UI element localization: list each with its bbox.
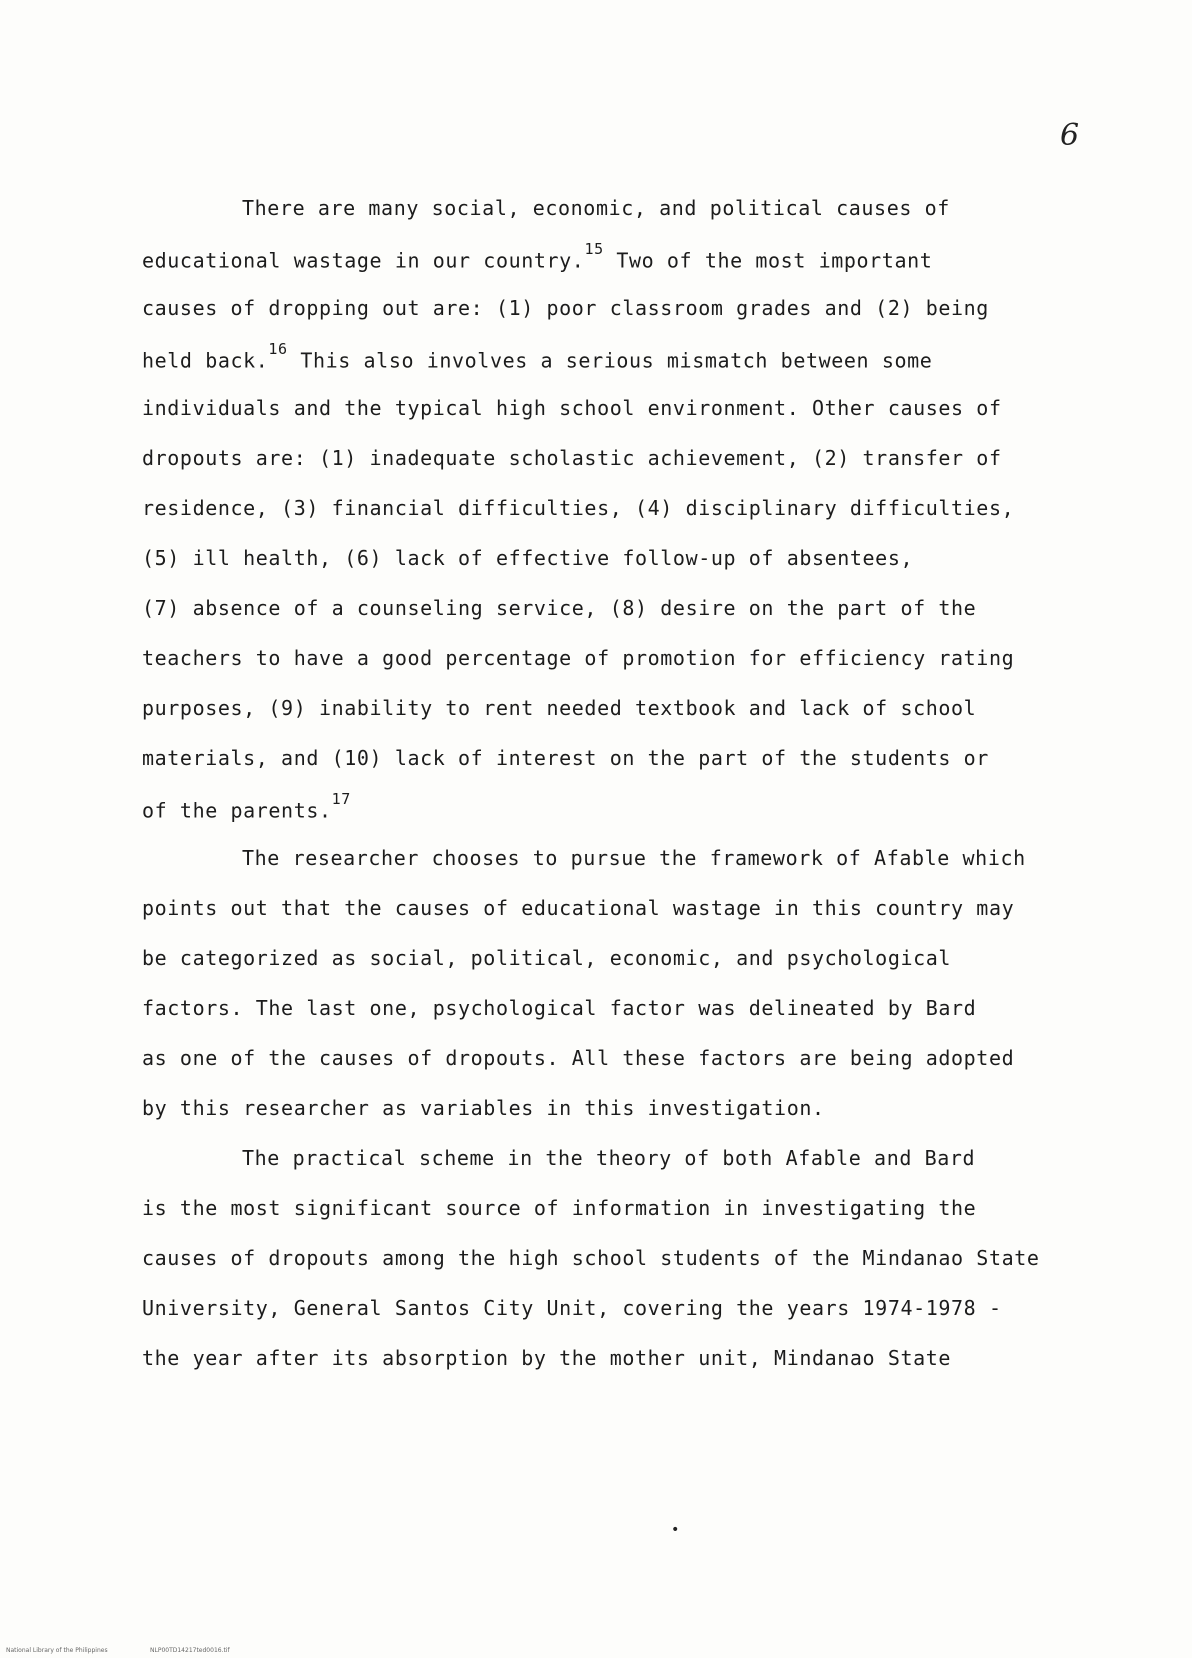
text-line: causes of dropping out are: (1) poor classroom grades and (2) being (142, 296, 989, 320)
text-line: causes of dropouts among the high school students of the Mindanao State (142, 1246, 1040, 1270)
text-line: purposes, (9) inability to rent needed textbook and lack of school (142, 696, 977, 720)
page-number: 6 (1060, 118, 1080, 153)
footnote-ref: 16 (268, 340, 288, 358)
text-line: be categorized as social, political, economic, and psychological (142, 946, 952, 970)
footnote-ref: 17 (331, 790, 351, 808)
text-line: is the most significant source of information in investigating the (142, 1196, 977, 1220)
text-line: University, General Santos City Unit, covering the years 1974-1978 - (142, 1296, 1002, 1320)
text-line: of the parents.$^{17}$ (142, 790, 351, 823)
footnote-ref: 15 (584, 240, 604, 258)
text-line: teachers to have a good percentage of promotion for efficiency rating (142, 646, 1015, 670)
text-line: by this researcher as variables in this investigation. (142, 1096, 825, 1120)
footer-library-label: National Library of the Philippines (6, 1647, 108, 1654)
text-line: residence, (3) financial difficulties, (4) disciplinary difficulties, (142, 496, 1015, 520)
footer-mark: • (671, 1522, 680, 1538)
text-line: materials, and (10) lack of interest on the part of the students or (142, 746, 989, 770)
text-line: as one of the causes of dropouts. All these factors are being adopted (142, 1046, 1015, 1070)
text-line: points out that the causes of educational wastage in this country may (142, 896, 1015, 920)
text-line: The researcher chooses to pursue the framework of Afable which (242, 846, 1026, 870)
text-line: factors. The last one, psychological factor was delineated by Bard (142, 996, 977, 1020)
text-line: dropouts are: (1) inadequate scholastic achievement, (2) transfer of (142, 446, 1002, 470)
text-line: (5) ill health, (6) lack of effective follow-up of absentees, (142, 546, 914, 570)
text-line: educational wastage in our country.$^{15}$ Two of the most important (142, 240, 933, 273)
footer-file-label: NLP00TD14217ted0016.tif (150, 1647, 230, 1654)
text-line: (7) absence of a counseling service, (8) desire on the part of the (142, 596, 977, 620)
text-line: held back.$^{16}$ This also involves a serious mismatch between some (142, 340, 933, 373)
text-line: the year after its absorption by the mother unit, Mindanao State (142, 1346, 952, 1370)
text-line: individuals and the typical high school environment. Other causes of (142, 396, 1002, 420)
text-line: The practical scheme in the theory of both Afable and Bard (242, 1146, 976, 1170)
text-line: There are many social, economic, and political causes of (242, 196, 950, 220)
